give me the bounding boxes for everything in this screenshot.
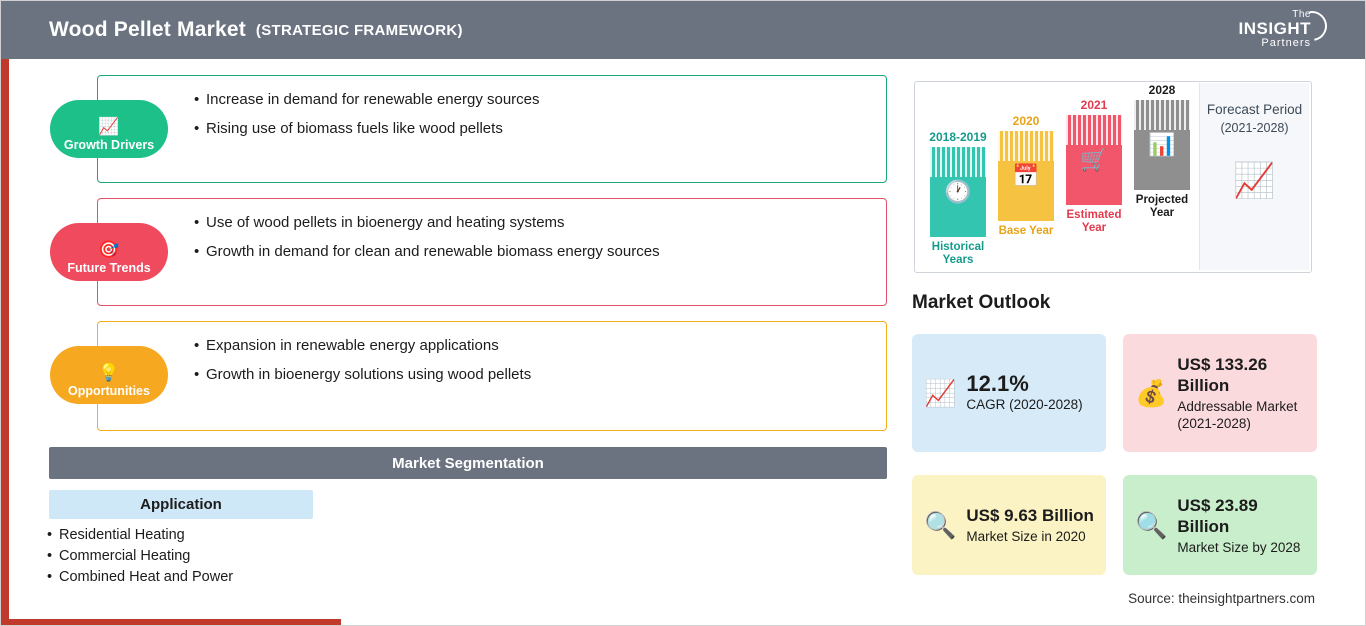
future-trends-list [98, 199, 886, 276]
growth-chart-icon: 📈 [924, 378, 957, 408]
list-item: • Combined Heat and Power [47, 567, 467, 588]
list-item: • Expansion in renewable energy applications [194, 336, 872, 356]
timeline-column-base [993, 114, 1059, 238]
future-trends-label: Future Trends [67, 261, 151, 275]
growth-drivers-label: Growth Drivers [63, 138, 155, 152]
segmentation-category-chip [49, 490, 313, 519]
stat-value: US$ 23.89 Billion [1177, 495, 1258, 536]
company-logo [1193, 9, 1311, 51]
forecast-timeline-panel [914, 81, 1312, 273]
timeline-label: Estimated Year [1066, 209, 1122, 234]
timeline-bar [1134, 100, 1190, 190]
growth-drivers-pill [50, 100, 168, 158]
lightbulb-icon: 💡 [98, 363, 120, 382]
market-segmentation-title: Market Segmentation [392, 454, 544, 472]
timeline-bar [1066, 115, 1122, 205]
future-trends-pill [50, 223, 168, 281]
segmentation-category-label: Application [140, 496, 222, 513]
timeline-bar [930, 147, 986, 237]
timeline-bar-stripes [1066, 115, 1122, 145]
timeline-bar-stripes [930, 147, 986, 177]
magnifier-chart-icon: 🔍 [1135, 510, 1168, 540]
list-item: • Commercial Heating [47, 546, 467, 567]
stat-value: 12.1% [966, 371, 1029, 396]
section-future-trends [67, 198, 887, 306]
stat-label: CAGR (2020-2028) [966, 397, 1083, 412]
timeline-year: 2018-2019 [929, 130, 987, 144]
segmentation-items-list [47, 525, 467, 588]
bar-chart-icon: 📈 [98, 117, 120, 136]
page-subtitle: (STRATEGIC FRAMEWORK) [255, 21, 463, 39]
bottom-accent-strip [1, 619, 341, 625]
forecast-period-title: Forecast Period [1206, 102, 1303, 117]
market-segmentation-bar [49, 447, 887, 479]
stat-label: Market Size by 2028 [1177, 539, 1301, 555]
target-icon: 🎯 [98, 240, 120, 259]
timeline-year: 2021 [1080, 98, 1108, 112]
page-title: Wood Pellet Market [49, 18, 246, 41]
timeline-year: 2028 [1148, 83, 1176, 97]
forecast-period-block [1199, 83, 1309, 270]
stat-label: Addressable Market (2021-2028) [1177, 399, 1298, 431]
opportunities-label: Opportunities [68, 384, 150, 398]
stat-card-market-size-2020 [912, 475, 1106, 575]
opportunities-pill [50, 346, 168, 404]
stat-value: US$ 9.63 Billion [966, 506, 1094, 525]
list-item: • Growth in bioenergy solutions using wood pellets [194, 365, 872, 385]
history-clock-icon: 🕐 [944, 179, 972, 204]
magnifier-chart-icon: 🔍 [924, 510, 957, 540]
timeline-column-projected [1129, 83, 1195, 220]
timeline-column-estimated [1061, 98, 1127, 235]
list-item: • Growth in demand for clean and renewable biomass energy sources [194, 242, 872, 262]
timeline-bar [998, 131, 1054, 221]
timeline-label: Projected Year [1135, 194, 1189, 219]
opportunities-list [98, 322, 886, 399]
stat-card-cagr [912, 334, 1106, 452]
presentation-icon: 📊 [1148, 132, 1176, 157]
stat-value: US$ 133.26 Billion [1177, 355, 1268, 395]
logo-line-3: Partners [1261, 37, 1311, 49]
money-bag-icon: 💰 [1135, 378, 1168, 408]
list-item: • Increase in demand for renewable energy sources [194, 90, 872, 110]
section-growth-drivers [63, 75, 887, 183]
market-outlook-title: Market Outlook [912, 292, 1051, 313]
stat-label: Market Size in 2020 [966, 529, 1086, 544]
logo-line-1: The [1292, 9, 1311, 20]
timeline-label: Base Year [998, 225, 1054, 237]
list-item: • Rising use of biomass fuels like wood pellets [194, 119, 872, 139]
stat-card-market-size-2028 [1123, 475, 1317, 575]
timeline-bar-stripes [998, 131, 1054, 161]
left-accent-strip [1, 59, 9, 626]
list-item: • Residential Heating [47, 525, 467, 546]
analytics-team-icon: 📈 [1233, 162, 1276, 200]
logo-line-2: INSIGHT [1238, 19, 1311, 38]
forecast-period-range: (2021-2028) [1220, 121, 1289, 135]
header-bar [1, 1, 1366, 59]
stat-card-addressable-market [1123, 334, 1317, 452]
timeline-bar-stripes [1134, 100, 1190, 130]
timeline-year: 2020 [1012, 114, 1040, 128]
list-item: • Use of wood pellets in bioenergy and heating systems [194, 213, 872, 233]
growth-drivers-list [98, 76, 886, 153]
timeline-label: Historical Years [931, 241, 985, 266]
timeline-column-historical [925, 130, 991, 267]
section-opportunities [68, 321, 887, 431]
calendar-icon: 📅 [1012, 163, 1040, 188]
source-attribution: Source: theinsightpartners.com [1128, 591, 1315, 606]
chart-cart-icon: 🛒 [1080, 147, 1108, 172]
